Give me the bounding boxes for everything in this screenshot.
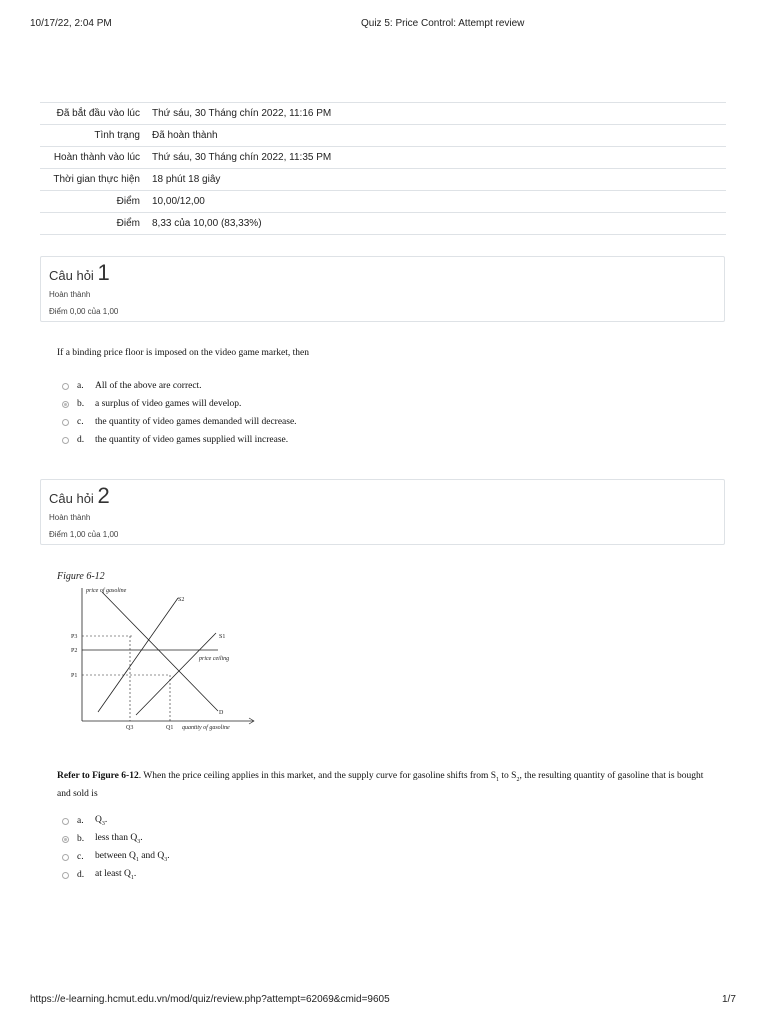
answer-letter: c. (77, 852, 84, 862)
question-1-info-box (40, 256, 725, 322)
q1-label: Q1 (166, 725, 174, 731)
figure-reference: Refer to Figure 6-12 (57, 771, 139, 781)
radio-button[interactable] (62, 872, 69, 879)
subscript: 1 (496, 776, 500, 783)
summary-row (40, 169, 726, 191)
question-2-info-box (40, 479, 725, 545)
question-text-part: . When the price ceiling applies in this market, and the supply curve for gasoline shifts from S (138, 771, 497, 781)
summary-label: Điểm (116, 196, 140, 207)
question-2-grade: Điểm 1,00 của 1,00 (49, 530, 119, 539)
answer-option[interactable] (62, 431, 297, 449)
answer-letter: d. (77, 870, 85, 880)
figure-title: Figure 6-12 (57, 571, 105, 582)
answer-option[interactable] (62, 413, 297, 431)
summary-value: 8,33 của 10,00 (83,33%) (152, 218, 262, 229)
question-2-state: Hoàn thành (49, 513, 91, 522)
summary-row (40, 213, 726, 235)
summary-value: Thứ sáu, 30 Tháng chín 2022, 11:16 PM (152, 108, 332, 119)
question-1-state: Hoàn thành (49, 290, 91, 299)
answer-text: the quantity of video games demanded will decrease. (95, 417, 297, 427)
answer-text: $Q_3$. (95, 815, 108, 827)
question-2-answers (62, 812, 170, 884)
question-number: 2 (97, 483, 110, 508)
answer-text: less than $Q_3$. (95, 833, 143, 845)
answer-option[interactable] (62, 848, 170, 866)
radio-button[interactable] (62, 419, 69, 426)
summary-value: 10,00/12,00 (152, 196, 205, 207)
answer-letter: b. (77, 399, 85, 409)
attempt-summary-table (40, 102, 726, 235)
answer-option[interactable] (62, 377, 297, 395)
print-page-number: 1/7 (722, 994, 736, 1005)
question-2-number (49, 484, 716, 511)
question-text-part: to S (499, 771, 517, 781)
summary-row (40, 147, 726, 169)
question-1-number (49, 261, 716, 288)
answer-letter: c. (77, 417, 84, 427)
p1-label: P1 (71, 673, 78, 679)
demand-curve (102, 592, 218, 711)
radio-button[interactable] (62, 437, 69, 444)
answer-option[interactable] (62, 866, 170, 884)
question-1-grade: Điểm 0,00 của 1,00 (49, 307, 119, 316)
summary-row (40, 191, 726, 213)
p3-label: P3 (71, 634, 78, 640)
answer-letter: a. (77, 381, 84, 391)
answer-text: All of the above are correct. (95, 381, 202, 391)
s1-label: S1 (219, 634, 226, 640)
radio-button[interactable] (62, 818, 69, 825)
answer-text: at least $Q_1$. (95, 869, 137, 881)
s2-label: S2 (178, 597, 185, 603)
summary-label: Đã bắt đầu vào lúc (56, 108, 140, 119)
summary-row (40, 125, 726, 147)
question-1-text: If a binding price floor is imposed on the video game market, then (57, 348, 309, 358)
summary-label: Hoàn thành vào lúc (53, 152, 140, 163)
answer-text: a surplus of video games will develop. (95, 399, 242, 409)
x-axis-label: quantity of gasoline (182, 725, 230, 731)
question-number: 1 (97, 260, 110, 285)
print-page-title: Quiz 5: Price Control: Attempt review (361, 18, 525, 29)
supply-curve-s1 (136, 633, 216, 715)
demand-label: D (219, 710, 224, 716)
answer-option[interactable] (62, 830, 170, 848)
answer-letter: b. (77, 834, 85, 844)
question-label: Câu hỏi (49, 491, 94, 506)
q3-label: Q3 (126, 725, 134, 731)
answer-option[interactable] (62, 812, 170, 830)
summary-row (40, 103, 726, 125)
summary-value: 18 phút 18 giây (152, 174, 221, 185)
price-ceiling-label: price ceiling (199, 656, 230, 662)
question-1-answers (62, 377, 297, 449)
print-url: https://e-learning.hcmut.edu.vn/mod/quiz/review.php?attempt=62069&cmid=9605 (30, 994, 390, 1005)
answer-letter: a. (77, 816, 84, 826)
summary-label: Điểm (116, 218, 140, 229)
answer-text: between $Q_1$ and $Q_3$. (95, 851, 170, 863)
summary-label: Thời gian thực hiện (53, 174, 140, 185)
supply-curve-s2 (98, 598, 178, 712)
y-axis-label: price of gasoline (86, 588, 127, 594)
question-label: Câu hỏi (49, 268, 94, 283)
summary-label: Tình trạng (94, 130, 140, 141)
print-datetime: 10/17/22, 2:04 PM (30, 18, 112, 29)
question-text-part: , the resulting quantity of gasoline that is bought and sold is (57, 771, 704, 799)
answer-option[interactable] (62, 395, 297, 413)
summary-value: Đã hoàn thành (152, 130, 218, 141)
question-2-text (57, 769, 717, 801)
supply-demand-graph (60, 583, 260, 733)
radio-button[interactable] (62, 854, 69, 861)
summary-value: Thứ sáu, 30 Tháng chín 2022, 11:35 PM (152, 152, 332, 163)
radio-button-selected[interactable] (62, 836, 69, 843)
radio-button[interactable] (62, 383, 69, 390)
p2-label: P2 (71, 648, 78, 654)
radio-button-selected[interactable] (62, 401, 69, 408)
subscript: 2 (516, 776, 520, 783)
answer-letter: d. (77, 435, 85, 445)
answer-text: the quantity of video games supplied will increase. (95, 435, 289, 445)
